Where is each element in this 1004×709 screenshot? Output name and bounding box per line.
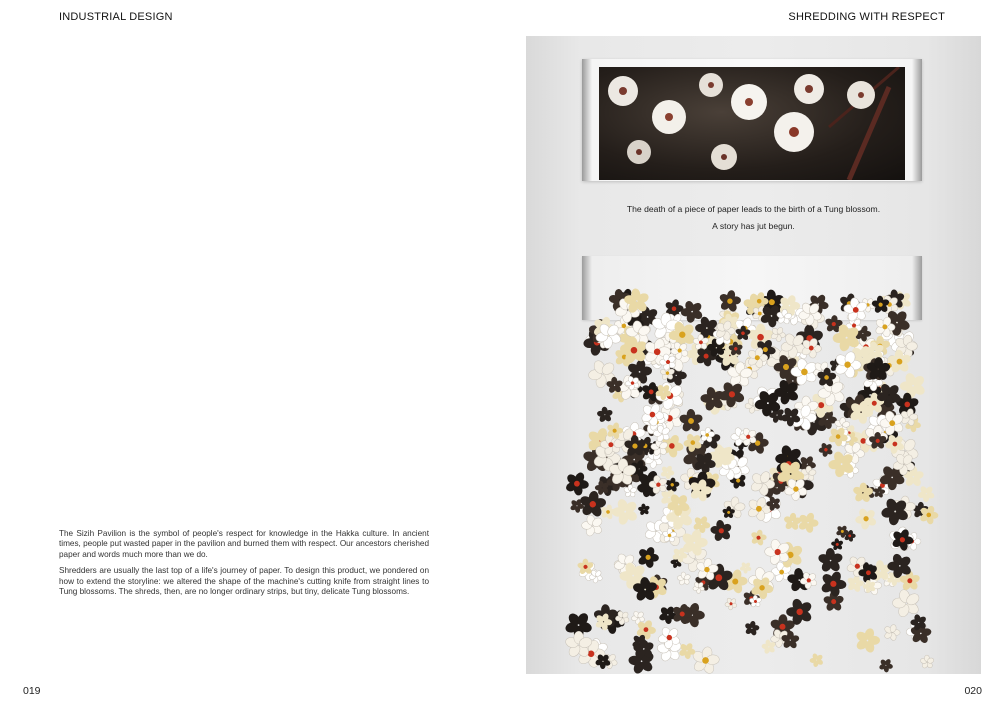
body-paragraph-2: Shredders are usually the last top of a life's journey of paper. To design this product, we pondered on how to extend the storyline: we altered the shape of the machine's cutting knife from straight lines to Tung blossoms. The shreds, then, are no longer ordinary strips, but tiny, delicate Tung blossoms. <box>59 566 429 597</box>
shredder-top-slot <box>582 59 922 181</box>
figure-caption-line-1: The death of a piece of paper leads to the birth of a Tung blossom. <box>626 204 881 214</box>
running-header-right: SHREDDING WITH RESPECT <box>788 11 945 23</box>
blossom-paper-image <box>599 67 905 180</box>
body-paragraph-1: The Sizih Pavilion is the symbol of people's respect for knowledge in the Hakka culture. In ancient times, people put wasted paper in the pavilion and burned them with respect. Our ancestors cherished paper and words much more than we do. <box>59 529 430 559</box>
figure-caption-line-2: A story has jut begun. <box>712 221 795 231</box>
page-number-right: 020 <box>964 685 982 697</box>
shredder-photo <box>526 36 981 674</box>
body-text <box>59 529 429 603</box>
page-number-left: 019 <box>23 685 41 697</box>
blossom-shreds-cascade <box>526 251 981 674</box>
running-header-left: INDUSTRIAL DESIGN <box>59 11 173 23</box>
